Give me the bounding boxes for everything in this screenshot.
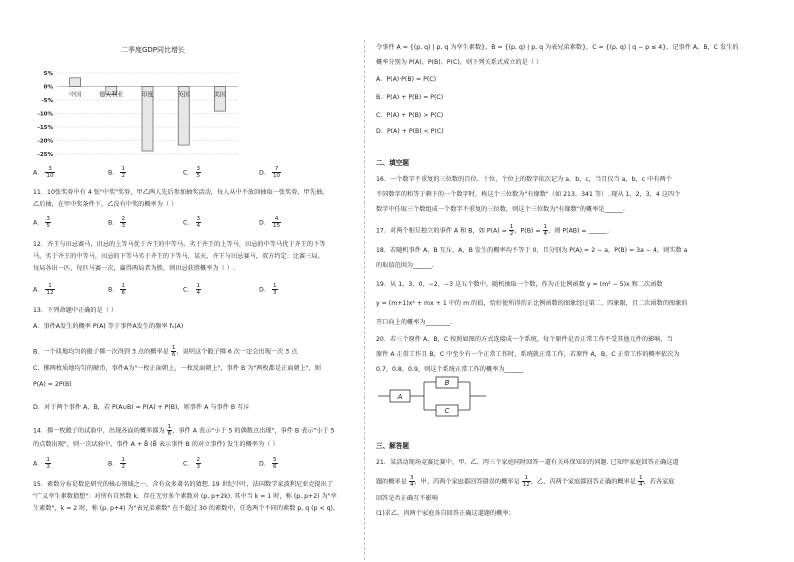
q12-option-b (108, 283, 126, 296)
option-fraction: $\frac{3}{4}$ (196, 216, 201, 229)
option-fraction: $\frac{3}{5}$ (196, 166, 201, 179)
q11-stem-line2: 乙后抽，在甲中奖条件下，乙没有中奖的概率为（ ） (33, 201, 178, 208)
q17-fraction-b: $\frac{1}{4}$ (543, 224, 548, 237)
option-letter: C． (183, 286, 194, 294)
option-fraction: $\frac{1}{6}$ (121, 283, 125, 296)
q13-option-b (33, 345, 297, 358)
q15-stem-line3: 生素数"，k = 2 时，称 (p, p+4) 为"表兄弟素数" 在不超过 30 的素数中，任选两个不同的素数 p, q (p < q)， (33, 505, 340, 512)
q12-stem-line1: 12．齐王与田忌赛马，田忌的上等马优于齐王的中等马，劣于齐王的上等马，田忌的中等马优于齐王的下等 (33, 241, 326, 248)
q19-line1: 19．从 1，3，0，−2，−3 这五个数中，随机抽取一个数，作为正比例函数 y = (m² − 5)x 和二次函数 (376, 281, 663, 288)
y-tick-label: 5% (43, 71, 53, 77)
q10-option-c (183, 166, 201, 179)
q13-b-text2: ，说明这个骰子掷 6 次一定会出现一次 3 点 (176, 348, 298, 356)
q19-line3: 开口向上的概率为________. (376, 319, 453, 326)
component-a-label: A (397, 393, 403, 401)
q17-line: 17．对两个相互独立的事件 A 和 B，如 P(A) = $\frac{1}{2}$ ，P(B) = $\frac{1}{4}$ ，则 P(AB) = ______. (376, 224, 610, 237)
option-letter: B． (108, 286, 119, 294)
q21-fraction-b: $\frac{1}{12}$ (522, 475, 530, 488)
q12-stem-line3: 每局各出一匹，每匹马赛一次，赢得两局者为胜，则田忌获胜概率为（ ）. (33, 265, 235, 272)
category-label: 德大利亚 (99, 91, 124, 99)
category-label: 中国 (69, 91, 82, 99)
q20-line1: 20．若三个原件 A，B，C 按照如图的方式连接成一个系统，每个原件是否正常工作不受其他元件的影响，当 (376, 336, 673, 343)
q11-option-d (259, 216, 281, 229)
q15-cont-line1: 令事件 A = {(p, q) | p, q 为孪生素数}，B = {(p, q) | p, q 为表兄弟素数}，C = {(p, q) | q − p ≤ 4}，记事件 A，B，C 发生的 (376, 44, 739, 51)
component-c-label: C (444, 407, 450, 415)
option-letter: D． (259, 286, 270, 294)
q13-option-c-line1: C．掷两枚质地均匀的硬币，事件A为"一枚正面朝上，一枚反面朝上"，事件 B 为"两枚都是正面朝上"，则 (33, 365, 321, 372)
q18-line2: 的取值范围为______. (376, 262, 434, 269)
option-letter: A． (33, 286, 44, 294)
q14-option-a (33, 457, 51, 470)
q21-fraction-c: $\frac{1}{4}$ (639, 475, 643, 488)
q11-option-c (183, 216, 201, 229)
y-tick-label: 0% (43, 84, 53, 91)
q16-line3: 数字中任取三个数组成一个数字不重复的三位数，则这个三位数为"有缘数"的概率是______. (376, 206, 625, 213)
q14-option-c (183, 457, 201, 470)
q15-cont-line2: 概率分别为 P(A)、P(B)、P(C)，则下列关系式成立的是（ ） (376, 59, 543, 66)
q21-line3: 回答是否正确互不影响 (376, 495, 438, 502)
q15-option-d: D．P(A) + P(B) < P(C) (376, 128, 444, 135)
option-letter: D． (259, 460, 270, 468)
option-letter: C． (183, 219, 194, 227)
option-letter: D． (259, 169, 270, 177)
q20-line2: 原件 A 正常工作且 B，C 中至少有一个正常工作时，系统就正常工作，若原件 A，B，C 正常工作的概率依次为 (376, 351, 680, 358)
option-fraction: $\frac{1}{12}$ (46, 283, 54, 296)
option-fraction: $\frac{5}{6}$ (272, 457, 277, 470)
gdp-bar-chart (33, 40, 243, 160)
q15-option-c: C．P(A) + P(B) > P(C) (376, 112, 444, 119)
option-fraction: $\frac{1}{3}$ (272, 283, 277, 296)
option-letter: A． (33, 169, 44, 177)
q13-stem: 13．下列命题中正确的是（ ） (33, 307, 118, 314)
option-letter: B． (108, 460, 119, 468)
section-answer-title: 三、解答题 (376, 442, 409, 450)
y-tick-label: -15% (37, 125, 53, 131)
option-fraction: $\frac{7}{10}$ (272, 166, 281, 179)
option-fraction: $\frac{1}{3}$ (46, 457, 50, 470)
q12-option-c (183, 283, 201, 296)
category-label: 英国 (177, 91, 190, 99)
q21-line2: 题的概率是 $\frac{3}{4}$ ，甲、丙两个家庭都回答错误的概率是 $\frac{1}{12}$ ，乙、丙两个家庭都回答正确的概率是 $\frac{1}{4}$ ，若各家庭 (376, 475, 675, 488)
q21-line1: 21．某活动现场竞赛比赛中，甲、乙、丙三个家庭同时回答一道有关环保知识的问题. 已知甲家庭回答正确这道 (376, 459, 679, 466)
category-label: 印度 (141, 91, 154, 99)
option-fraction: $\frac{1}{4}$ (196, 283, 201, 296)
q11-stem-line1: 11．10张奖券中有 4 张"中奖"奖券，甲乙两人先后参加抽奖活动，每人从中不放回抽取一张奖券，甲先抽， (33, 189, 329, 196)
option-letter: B． (108, 169, 119, 177)
q13-option-d: D．对于两个事件 A，B，若 P(A∪B) = P(A) + P(B)，则事件 A 与事件 B 互斥 (33, 404, 250, 411)
option-fraction: $\frac{1}{2}$ (121, 457, 125, 470)
q12-option-a (33, 283, 55, 296)
q14-fraction: $\frac{1}{6}$ (167, 424, 172, 437)
q17-fraction-a: $\frac{1}{2}$ (509, 224, 514, 237)
q10-option-d (259, 166, 281, 179)
y-tick-label: -5% (41, 98, 53, 104)
y-tick-label: -10% (37, 111, 53, 118)
q14-option-d (259, 457, 278, 470)
option-letter: D． (259, 219, 270, 227)
option-fraction: $\frac{4}{15}$ (272, 216, 281, 229)
q13-option-c-line2: P(A) = 2P(B) (33, 381, 72, 388)
category-label: 美国 (213, 91, 226, 99)
q15-option-a: A．P(A)·P(B) = P(C) (376, 76, 436, 83)
q11-option-a (33, 216, 51, 229)
section-fill-in-title: 二、填空题 (376, 159, 409, 167)
q18-line1: 18．若随机事件 A，B 互斥，A，B 发生的概率均不等于 0，且分别为 P(A) = 2 − a，P(B) = 3a − 4，则实数 a (376, 247, 688, 254)
option-fraction: $\frac{3}{5}$ (46, 216, 50, 229)
y-tick-label: -20% (37, 138, 53, 145)
q13-b-fraction: $\frac{1}{6}$ (171, 345, 176, 358)
circuit-diagram (376, 374, 496, 420)
q20-line3: 0.7，0.8，0.9，则这个系统正常工作的概率为______ (376, 366, 524, 373)
y-tick-label: -25% (37, 152, 53, 158)
q15-stem-line1: 15．素数分布是数论研究的核心领域之一，含有众多著名的猜想. 19 世纪中叶，法国数学家波利尼亚克提出了 (33, 481, 334, 488)
q13-b-text1: B．一个质地均匀的骰子掷一次得到 3 点的概率是 (33, 348, 169, 356)
option-letter: B． (108, 219, 119, 227)
q14-stem-line1: 14．掷一枚骰子的试验中，出现各面的概率都为 $\frac{1}{6}$ ，事件 A 表示"小于 5 的偶数点出现"，事件 B 表示"小于 5 (33, 424, 335, 437)
chart-title: 二季度GDP同比增长 (120, 46, 186, 54)
q10-option-a (33, 166, 55, 179)
q21-fraction-a: $\frac{3}{4}$ (409, 475, 414, 488)
component-b-label: B (444, 379, 450, 387)
column-divider (364, 40, 365, 560)
q11-option-b (108, 216, 126, 229)
option-fraction: $\frac{1}{2}$ (121, 166, 125, 179)
q16-line1: 16．一个数字不重复的三位数的百位、十位、个位上的数字依次记为 a，b，c，当且仅当 a，b，c 中有两个 (376, 176, 672, 183)
q12-stem-line2: 马，劣于齐王的中等马，田忌的下等马劣于齐王的下等马，某天，齐王与田忌赛马，双方约定：比赛三局， (33, 253, 324, 260)
option-letter: C． (183, 460, 194, 468)
bar-0 (70, 78, 81, 87)
q21-line4: (1)求乙、丙两个家庭各自回答正确这道题的概率； (376, 510, 515, 517)
q14-option-b (108, 457, 126, 470)
q13-option-a: A．事件A发生的概率 P(A) 等于事件A发生的频率 fₙ(A) (33, 323, 184, 330)
option-fraction: $\frac{2}{3}$ (121, 216, 125, 229)
q10-option-b (108, 166, 126, 179)
bar-4 (214, 87, 225, 112)
q15-option-b: B．P(A) + P(B) = P(C) (376, 94, 444, 101)
option-fraction: $\frac{2}{3}$ (196, 457, 201, 470)
q12-option-d (259, 283, 278, 296)
option-letter: C． (183, 169, 194, 177)
q16-line2: 不同数字的和等于剩下的一个数字时，称这个三位数为"有缘数"（如 213，341 等）. 现从 1，2，3，4 这四个 (376, 191, 681, 198)
option-fraction: $\frac{3}{10}$ (46, 166, 54, 179)
q14-stem-line2: 的点数出现"，则一次试验中，事件 A + B̄ (B̄ 表示事件 B 的对立事件) 发生的概率为（ ） (33, 441, 279, 448)
q19-line2: y = (m+1)x² + mx + 1 中的 m 的值，恰好使所得的正比例函数的图象经过第二、四象限，且二次函数的图象的 (376, 300, 688, 307)
q15-stem-line2: "广义孪生素数猜想"：对所有自然数 k，存在无穷多个素数对 (p, p+2k). 其中当 k = 1 时，称 (p, p+2) 为"孪 (33, 493, 337, 500)
option-letter: A． (33, 460, 44, 468)
option-letter: A． (33, 219, 44, 227)
